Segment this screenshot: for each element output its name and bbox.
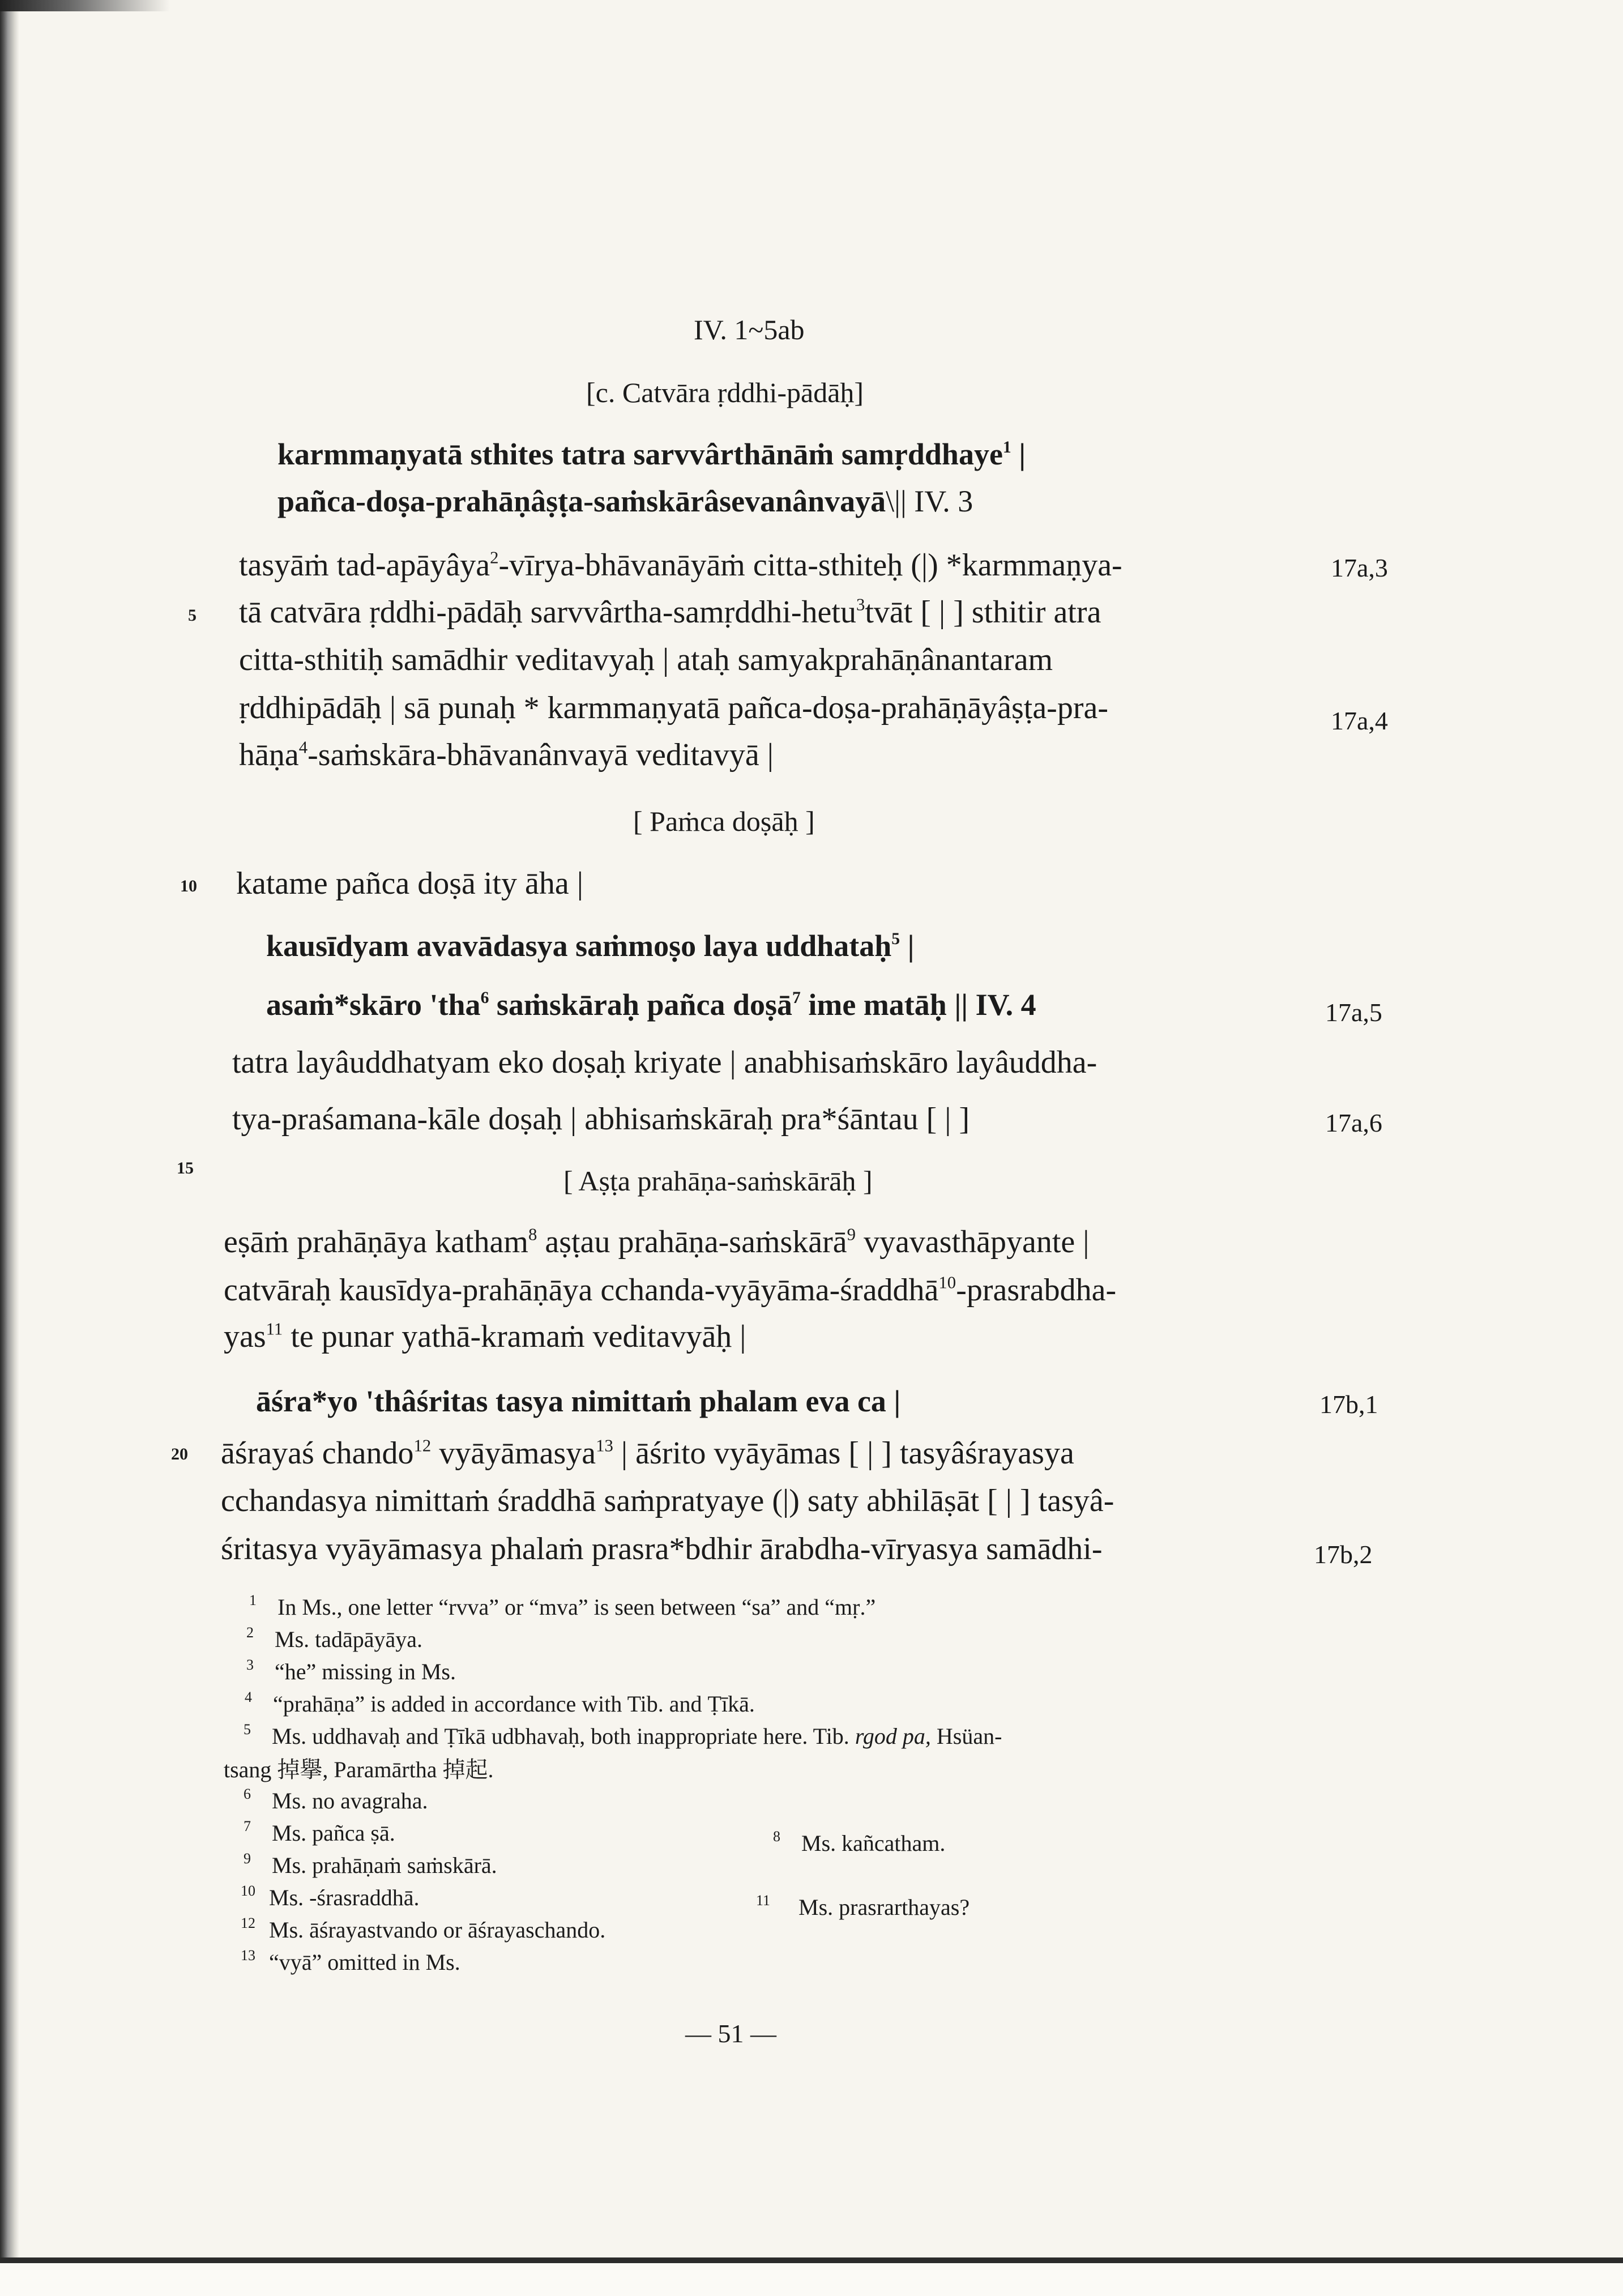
footnote-text-continued: tsang 掉擧, Paramārtha 掉起. bbox=[224, 1757, 494, 1782]
footnote-ref: 5 bbox=[891, 930, 900, 949]
verse-asraya: āśra*yo 'thâśritas tasya nimittaṁ phalam eva ca | bbox=[256, 1384, 901, 1418]
footnote-text: Ms. kañcatham. bbox=[801, 1830, 946, 1856]
footnote-text: Ms. tadāpāyāya. bbox=[275, 1627, 423, 1652]
footnote-number: 10 bbox=[241, 1883, 255, 1899]
para4-line2: cchandasya nimittaṁ śraddhā saṁpratyaye (|) saty abhilāṣāt [ | ] tasyâ- bbox=[221, 1483, 1114, 1518]
para4-line3: śritasya vyāyāmasya phalaṁ prasra*bdhir ārabdha-vīryasya samādhi- bbox=[221, 1531, 1103, 1567]
footnote-ref: 12 bbox=[413, 1436, 432, 1456]
footnote-text: Ms. pañca ṣā. bbox=[272, 1820, 395, 1846]
footnote-number: 7 bbox=[244, 1818, 251, 1834]
verse-iv3-line2: pañca-doṣa-prahāṇâṣṭa-saṁskārâsevanânvayā\|| IV. 3 bbox=[277, 484, 973, 518]
para1-line5: hāṇa$^4$-saṁskāra-bhāvanânvayā veditavyā | bbox=[239, 737, 774, 773]
footnote-number: 8 bbox=[773, 1828, 780, 1845]
footnote-text: Ms. uddhavaḥ and Ṭīkā udbhavaḥ, both inappropriate here. Tib. rgod pa, Hsüan- bbox=[272, 1723, 1002, 1749]
para3-line3: yas$^{11}$ te punar yathā-kramaṁ veditavyāḥ | bbox=[224, 1319, 746, 1354]
line-number: 15 bbox=[177, 1159, 194, 1177]
verse-iv3-line1: karmmaṇyatā sthites tatra sarvvârthānāṁ samṛddhaye$^1$ | bbox=[277, 437, 1026, 471]
footnote-text: “he” missing in Ms. bbox=[275, 1659, 456, 1684]
page-number: — 51 — bbox=[685, 2019, 776, 2048]
footnote-number: 9 bbox=[244, 1850, 251, 1867]
footnote-ref: 10 bbox=[938, 1273, 956, 1292]
footnote-text: “prahāṇa” is added in accordance with Tib. and Ṭīkā. bbox=[273, 1691, 755, 1717]
para1-line2: tā catvāra ṛddhi-pādāḥ sarvvârtha-samṛddhi-hetu$^3$tvāt [ | ] sthitir atra bbox=[239, 595, 1101, 630]
para1-line1: tasyāṁ tad-apāyâya$^2$-vīrya-bhāvanāyāṁ citta-sthiteḥ (|) *karmmaṇya- bbox=[239, 548, 1122, 583]
footnote-ref: 1 bbox=[1002, 438, 1011, 457]
verse-iv4-line2: asaṁ*skāro 'tha$^6$ saṁskāraḥ pañca doṣā$^7$ ime matāḥ || IV. 4 bbox=[266, 988, 1036, 1022]
footnote-text: Ms. prahāṇaṁ saṁskārā. bbox=[272, 1853, 497, 1878]
para3-line2: catvāraḥ kausīdya-prahāṇāya cchanda-vyāyāma-śraddhā$^{10}$-prasrabdha- bbox=[224, 1273, 1117, 1308]
para1-line3: citta-sthitiḥ samādhir veditavyaḥ | ataḥ samyakprahāṇânantaram bbox=[239, 642, 1053, 677]
subheading-catvara: [c. Catvāra ṛddhi-pādāḥ] bbox=[586, 377, 864, 408]
footnote-ref: 8 bbox=[528, 1224, 537, 1244]
margin-ref: 17a,3 bbox=[1331, 553, 1388, 582]
para4-line1: āśrayaś chando$^{12}$ vyāyāmasya$^{13}$ | āśrito vyāyāmas [ | ] tasyâśrayasya bbox=[221, 1436, 1074, 1471]
footnote-text: In Ms., one letter “rvva” or “mva” is seen between “sa” and “mṛ.” bbox=[277, 1594, 876, 1620]
footnote-ref: 11 bbox=[266, 1319, 283, 1339]
line-number: 20 bbox=[171, 1445, 188, 1463]
footnote-italic: rgod pa, bbox=[855, 1723, 931, 1749]
footnote-ref: 3 bbox=[856, 595, 865, 614]
footnote-ref: 7 bbox=[792, 989, 801, 1008]
footnote-text: Ms. āśrayastvando or āśrayaschando. bbox=[269, 1917, 606, 1943]
subheading-asta-prahana: [ Aṣṭa prahāṇa-saṁskārāḥ ] bbox=[563, 1165, 873, 1197]
scan-top-edge bbox=[0, 0, 170, 11]
scan-bottom-edge bbox=[0, 2257, 1623, 2263]
footnote-ref: 13 bbox=[596, 1436, 613, 1456]
question-line: katame pañca doṣā ity āha | bbox=[236, 866, 583, 901]
footnote-number: 11 bbox=[756, 1892, 771, 1909]
para1-line4: ṛddhipādāḥ | sā punaḥ * karmmaṇyatā pañca-doṣa-prahāṇāyâṣṭa-pra- bbox=[239, 690, 1108, 725]
footnote-text: Ms. -śrasraddhā. bbox=[269, 1885, 420, 1910]
footnote-number: 3 bbox=[246, 1657, 254, 1673]
subheading-panca-dosah: [ Paṁca doṣāḥ ] bbox=[633, 805, 815, 837]
footnote-ref: 2 bbox=[490, 548, 499, 567]
para3-line1: eṣāṁ prahāṇāya katham$^8$ aṣṭau prahāṇa-saṁskārā$^9$ vyavasthāpyante | bbox=[224, 1224, 1090, 1260]
footnote-ref: 9 bbox=[847, 1224, 856, 1244]
para2-line2: tya-praśamana-kāle doṣaḥ | abhisaṁskāraḥ pra*śāntau [ | ] bbox=[232, 1102, 970, 1137]
margin-ref: 17a,4 bbox=[1331, 706, 1388, 735]
scan-bottom-margin bbox=[0, 2263, 1623, 2296]
margin-ref: 17b,2 bbox=[1314, 1540, 1373, 1569]
footnote-number: 5 bbox=[244, 1721, 251, 1738]
footnote-text: Ms. no avagraha. bbox=[272, 1788, 428, 1813]
footnote-number: 6 bbox=[244, 1786, 251, 1802]
line-number: 10 bbox=[180, 877, 197, 895]
footnote-number: 12 bbox=[241, 1915, 255, 1931]
footnote-number: 2 bbox=[246, 1624, 254, 1641]
verse-iv4-line1: kausīdyam avavādasya saṁmoṣo laya uddhataḥ$^5$ | bbox=[266, 929, 915, 963]
margin-ref: 17b,1 bbox=[1319, 1390, 1378, 1419]
margin-ref: 17a,5 bbox=[1325, 998, 1382, 1027]
footnote-number: 1 bbox=[249, 1592, 257, 1608]
margin-ref: 17a,6 bbox=[1325, 1108, 1382, 1137]
para2-line1: tatra layâuddhatyam eko doṣaḥ kriyate | anabhisaṁskāro layâuddha- bbox=[232, 1045, 1097, 1080]
footnote-ref: 4 bbox=[298, 737, 308, 757]
footnote-text: Ms. prasrarthayas? bbox=[798, 1894, 970, 1920]
footnote-number: 4 bbox=[245, 1689, 252, 1705]
scan-left-edge bbox=[0, 0, 19, 2296]
footnote-number: 13 bbox=[241, 1947, 255, 1964]
footnote-ref: 6 bbox=[480, 989, 489, 1008]
footnote-text: “vyā” omitted in Ms. bbox=[269, 1949, 460, 1975]
section-heading: IV. 1~5ab bbox=[694, 314, 805, 345]
line-number: 5 bbox=[188, 606, 197, 625]
